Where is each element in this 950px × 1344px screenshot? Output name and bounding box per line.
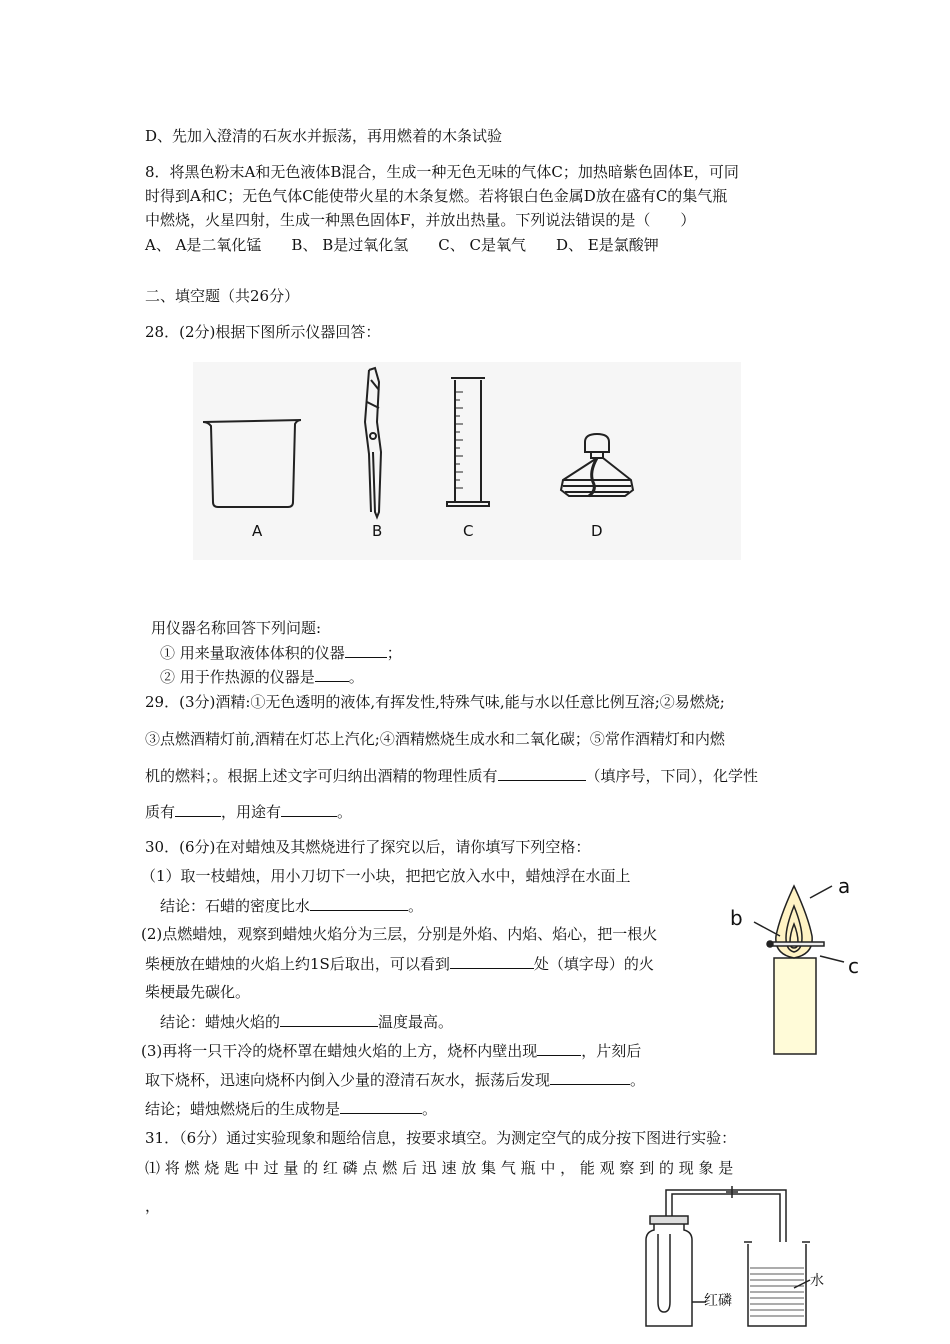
phosphorus-apparatus-figure	[636, 1184, 826, 1334]
label-a: A	[252, 522, 263, 540]
q30-part1-conclusion: 结论：石蜡的密度比水 。	[160, 897, 424, 915]
q29-line3: 机的燃料；。根据上述文字可归纳出酒精的物理性质有 （填序号，下同），化学性	[145, 767, 759, 785]
label-c: C	[463, 522, 474, 540]
flame-label-c: c	[848, 954, 859, 978]
q30-part3-conclusion: 结论；蜡烛燃烧后的生成物是 。	[145, 1100, 438, 1118]
q30-part2-line1: (2)点燃蜡烛，观察到蜡烛火焰分为三层，分别是外焰、内焰、焰心，把一根火	[141, 925, 658, 943]
q7-option-d: D、先加入澄清的石灰水并振荡，再用燃着的木条试验	[145, 127, 503, 145]
q30-part3-line2: 取下烧杯，迅速向烧杯内倒入少量的澄清石灰水，振荡后发现 。	[145, 1071, 646, 1089]
instruments-figure	[193, 362, 741, 560]
q28-intro: 用仪器名称回答下列问题:	[151, 619, 322, 637]
q31-part1-cont: ，	[145, 1197, 161, 1215]
q28-item-2: ② 用于作热源的仪器是 。	[160, 668, 364, 686]
q28-stem: 28．(2分)根据下图所示仪器回答：	[145, 323, 381, 341]
q30-part2-conclusion: 结论：蜡烛火焰的 温度最高。	[160, 1013, 454, 1031]
flame-label-a: a	[838, 874, 851, 898]
alcohol-lamp-drawing	[561, 434, 633, 496]
label-water: 水	[810, 1273, 824, 1289]
q28-item-1: ① 用来量取液体体积的仪器 ；	[160, 644, 402, 662]
beaker-drawing	[203, 420, 301, 507]
q8-stem-line3: 中燃烧，火星四射，生成一种黑色固体F，并放出热量。下列说法错误的是（ ）	[145, 211, 696, 229]
q8-options: A、 A是二氧化锰 B、 B是过氧化氢 C、 C是氧气 D、 E是氯酸钾	[145, 236, 659, 254]
candle-figure	[728, 876, 876, 1056]
q30-part3-line1: (3)再将一只干冷的烧杯罩在蜡烛火焰的上方，烧杯内壁出现 ，片刻后	[141, 1042, 642, 1060]
q8-stem-line2: 时得到A和C；无色气体C能使带火星的木条复燃。若将银白色金属D放在盛有C的集气瓶	[145, 187, 728, 205]
q30-part2-line2: 柴梗放在蜡烛的火焰上约1S后取出，可以看到 处（填字母）的火	[145, 955, 654, 973]
q30-part2-line3: 柴梗最先碳化。	[145, 983, 251, 1001]
q31-part1: ⑴ 将 燃 烧 匙 中 过 量 的 红 磷 点 燃 后 迅 速 放 集 气 瓶 中 ， 能 观 察 到 的 现 象 是	[145, 1159, 734, 1177]
q29-line4: 质有 ，用途有 。	[145, 803, 353, 821]
graduated-cylinder-drawing	[447, 378, 489, 506]
section-2-title: 二、填空题（共26分）	[145, 287, 300, 305]
q8-stem-line1: 8．将黑色粉末A和无色液体B混合，生成一种无色无味的气体C；加热暗紫色固体E，可同	[145, 163, 739, 181]
q29-line2: ③点燃酒精灯前,酒精在灯芯上汽化;④酒精燃烧生成水和二氧化碳；⑤常作酒精灯和内燃	[145, 730, 725, 748]
flame-label-b: b	[730, 906, 743, 930]
q30-part1: （1）取一枝蜡烛，用小刀切下一小块，把把它放入水中，蜡烛浮在水面上	[141, 867, 631, 885]
q31-stem: 31．（6分）通过实验现象和题给信息，按要求填空。为测定空气的成分按下图进行实验：	[145, 1129, 737, 1147]
q30-stem: 30．(6分)在对蜡烛及其燃烧进行了探究以后，请你填写下列空格：	[145, 838, 591, 856]
crucible-tongs-drawing	[365, 368, 381, 517]
label-d: D	[591, 522, 603, 540]
label-red-phosphorus: 红磷	[704, 1293, 732, 1309]
label-b: B	[372, 522, 383, 540]
q29-line1: 29．(3分)酒精:①无色透明的液体,有挥发性,特殊气味,能与水以任意比例互溶;②易燃烧;	[145, 693, 725, 711]
